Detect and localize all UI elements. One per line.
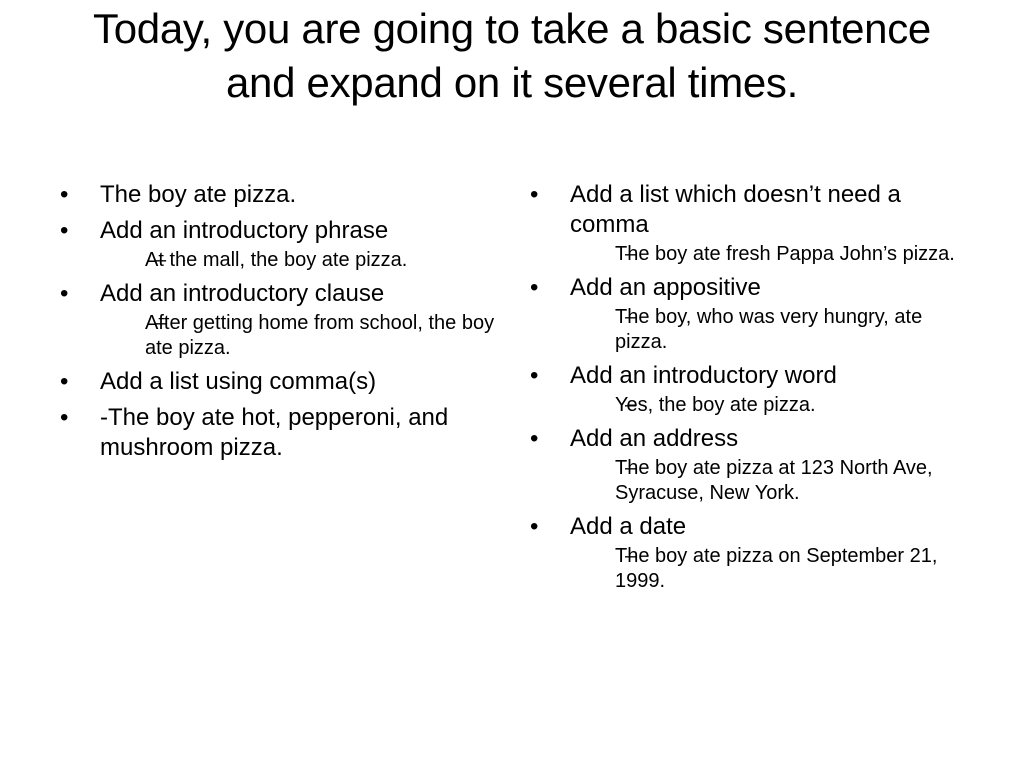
- sub-bullet-list: [575, 305, 970, 355]
- sub-bullet-item: – The boy ate pizza on September 21, 1999.: [615, 544, 970, 594]
- sub-bullet-list: [105, 311, 500, 361]
- bullet-item: [60, 367, 500, 397]
- bullet-text: Add an appositive: [570, 274, 761, 301]
- bullet-item: [60, 180, 500, 210]
- bullet-item: [530, 180, 970, 267]
- bullet-item: [60, 216, 500, 273]
- bullet-text: The boy ate pizza.: [100, 181, 297, 208]
- bullet-item: [530, 424, 970, 506]
- sub-bullet-list: [575, 456, 970, 506]
- bullet-text: Add a list which doesn’t need a comma: [570, 181, 901, 238]
- sub-bullet-list: [575, 393, 970, 418]
- bullet-text: Add a date: [570, 513, 687, 540]
- bullet-text: Add an introductory clause: [100, 280, 385, 307]
- bullet-text: -The boy ate hot, pepperoni, and mushroom pizza.: [100, 404, 449, 461]
- bullet-text: Add a list using comma(s): [100, 368, 377, 395]
- sub-bullet-list: [575, 544, 970, 594]
- slide-title: Today, you are going to take a basic sentence and expand on it several times.: [93, 5, 931, 106]
- right-bullet-list: [530, 180, 970, 600]
- bullet-text: Add an introductory word: [570, 362, 837, 389]
- bullet-text: Add an address: [570, 425, 739, 452]
- bullet-text: Add an introductory phrase: [100, 217, 389, 244]
- bullet-item: [530, 273, 970, 355]
- bullet-item: [60, 279, 500, 361]
- sub-bullet-list: [575, 242, 970, 267]
- sub-bullet-item: – At the mall, the boy ate pizza.: [145, 248, 500, 273]
- sub-bullet-item: – Yes, the boy ate pizza.: [615, 393, 970, 418]
- sub-bullet-item: – The boy, who was very hungry, ate pizza.: [615, 305, 970, 355]
- sub-bullet-item: – The boy ate pizza at 123 North Ave, Syracuse, New York.: [615, 456, 970, 506]
- bullet-item: [530, 512, 970, 594]
- sub-bullet-list: [105, 248, 500, 273]
- bullet-item: [530, 361, 970, 418]
- sub-bullet-item: – After getting home from school, the boy ate pizza.: [145, 311, 500, 361]
- left-bullet-list: [60, 180, 500, 469]
- sub-bullet-item: – The boy ate fresh Pappa John’s pizza.: [615, 242, 970, 267]
- bullet-item: [60, 403, 500, 463]
